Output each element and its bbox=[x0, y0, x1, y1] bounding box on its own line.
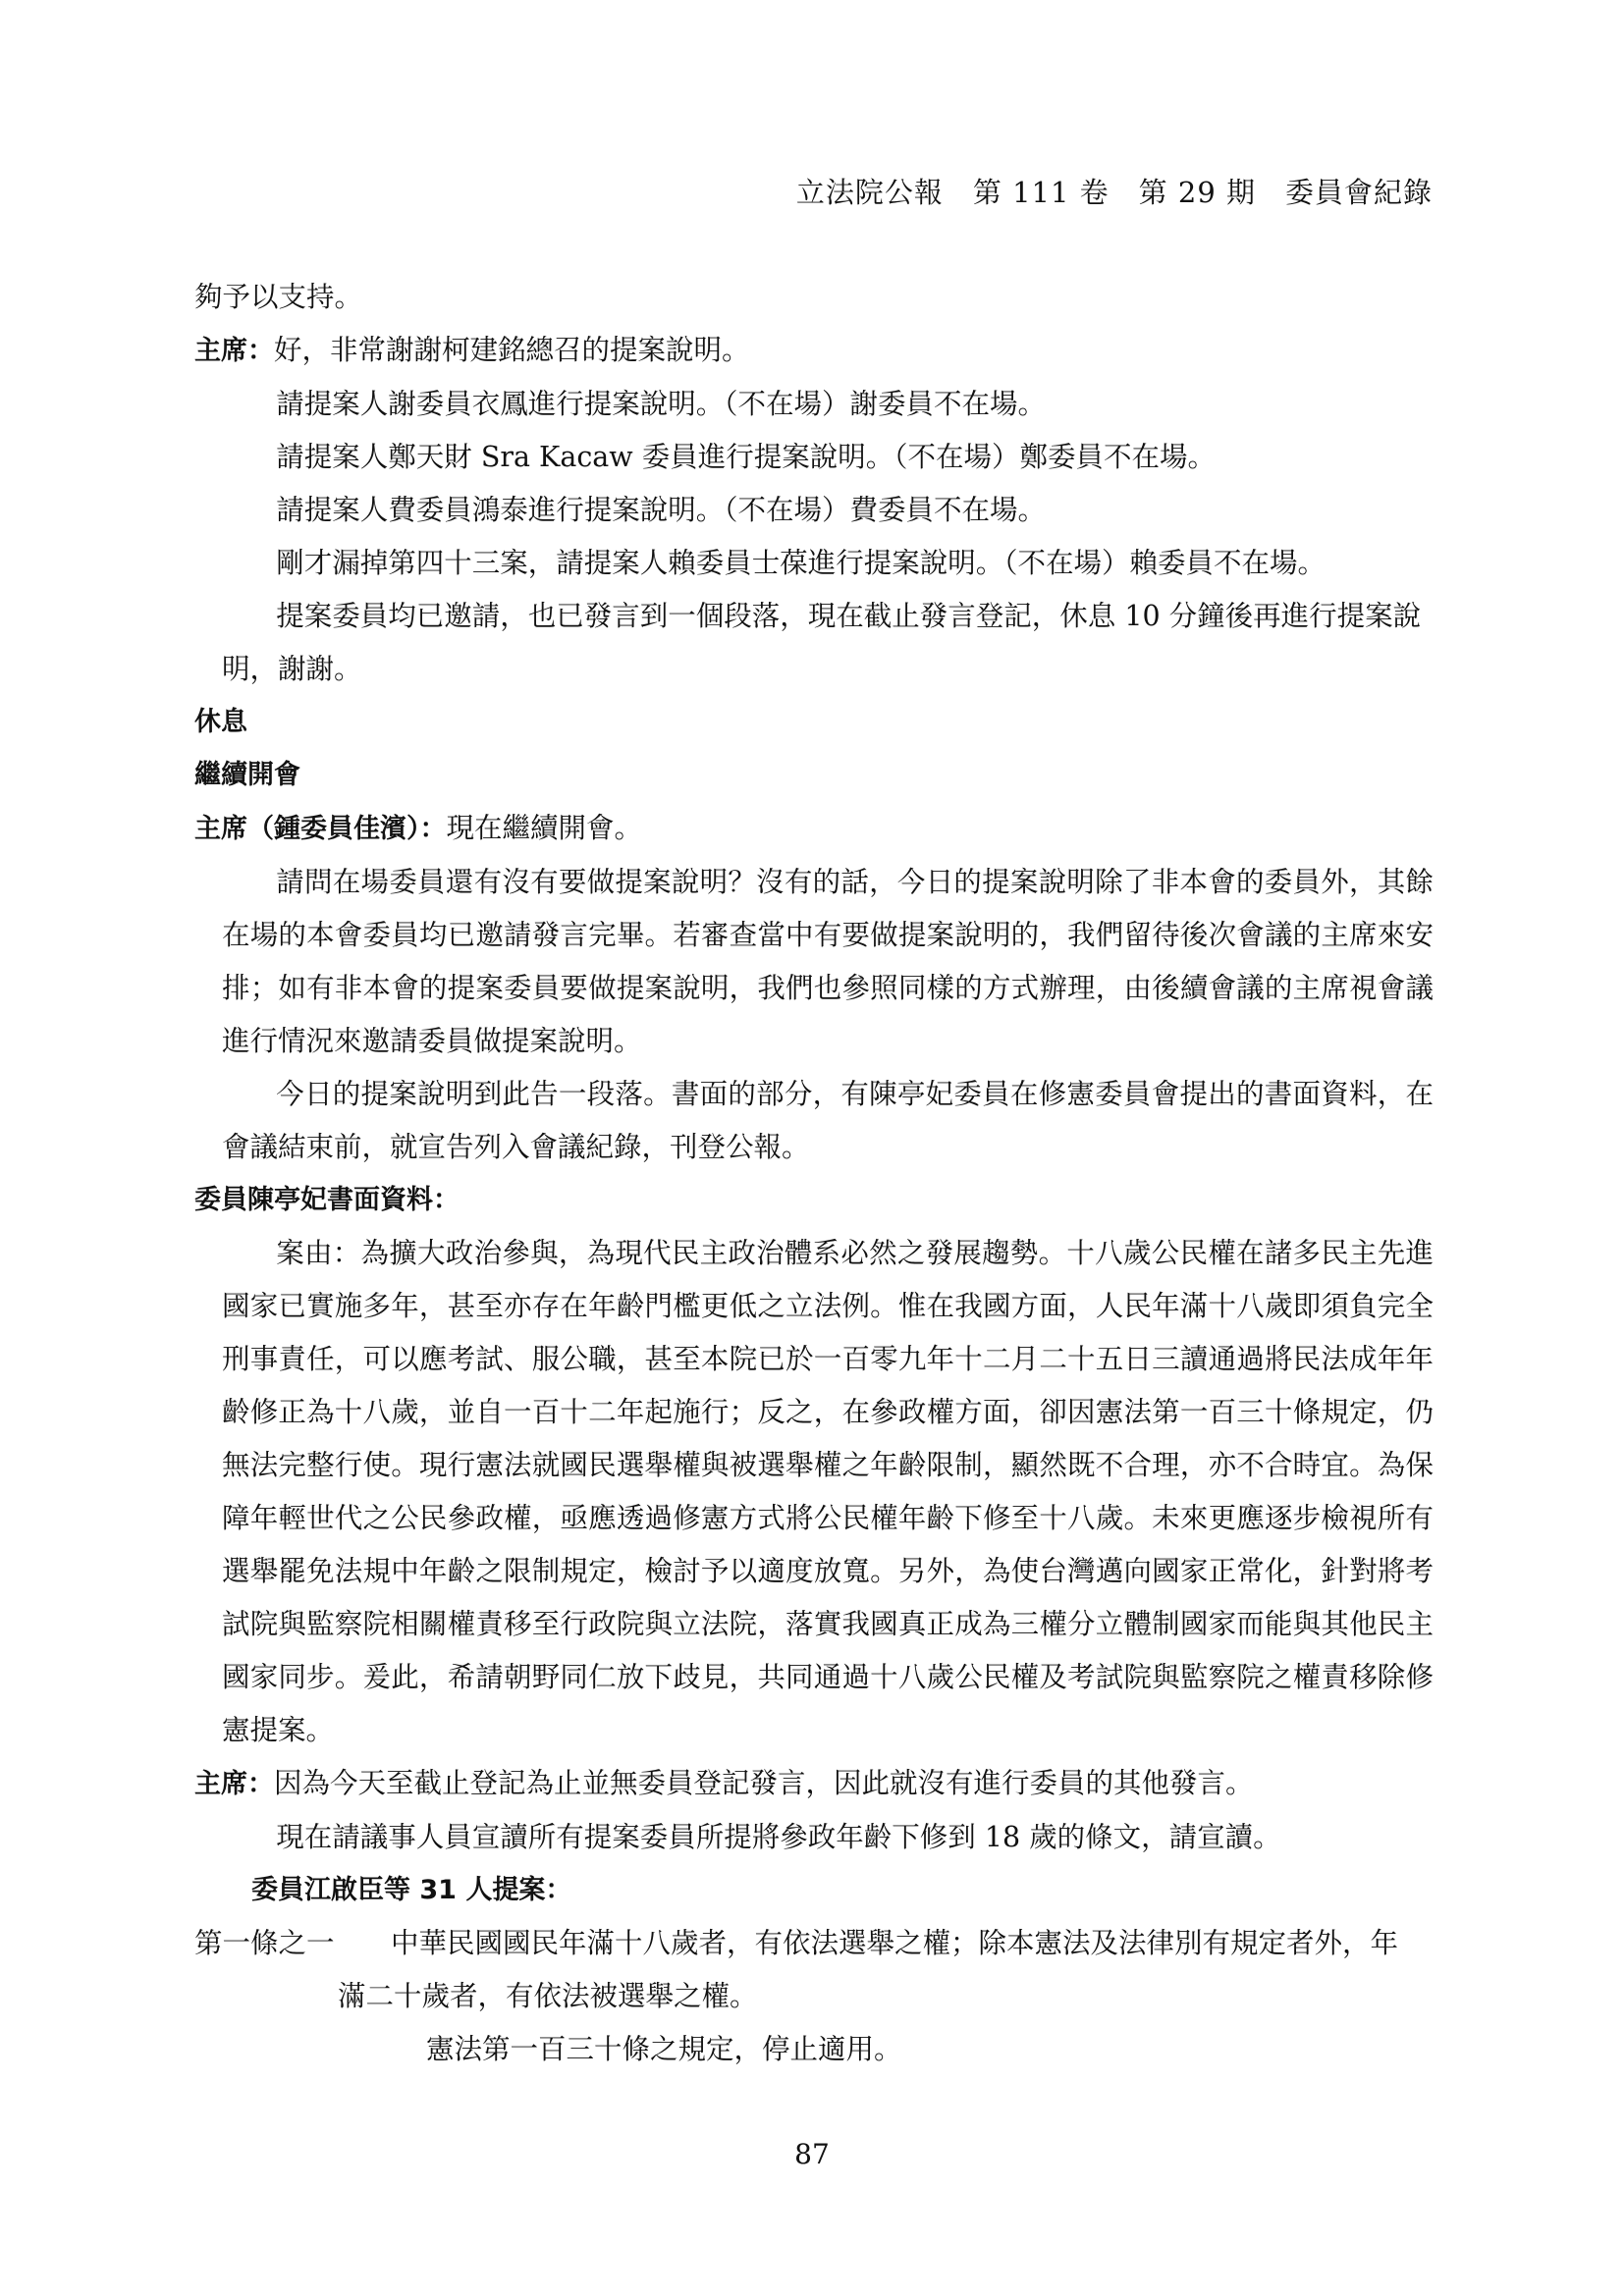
speaker-text: 因為今天至截止登記為止並無委員登記發言，因此就沒有進行委員的其他發言。 bbox=[274, 1767, 1254, 1799]
speaker-label: 主席（鍾委員佳濱）： bbox=[194, 814, 447, 844]
paragraph: 請提案人謝委員衣鳳進行提案說明。（不在場）謝委員不在場。 bbox=[276, 388, 1047, 420]
paragraph: 案由：為擴大政治參與，為現代民主政治體系必然之發展趨勢。十八歲公民權在諸多民主先進國家已實施多年，甚至亦存在年齡門檻更低之立法例。惟在我國方面，人民年滿十八歲即須負完全刑事責任，可以應考試、服公職，甚至本院已於一百零九年十二月二十五日三讀通過將民法成年年齡修正為十八歲，並自一百十二年起施行；反之，在參政權方面，卻因憲法第一百三十條規定，仍無法完整行使。現行憲法就國民選舉權與被選舉權之年齡限制，顯然既不合理，亦不合時宜。為保障年輕世代之公民參政權，亟應透過修憲方式將公民權年齡下修至十八歲。未來更應逐步檢視所有選舉罷免法規中年齡之限制規定，檢討予以適度放寬。另外，為使台灣邁向國家正常化，針對將考試院與監察院相關權責移至行政院與立法院，落實我國真正成為三權分立體制國家而能與其他民主國家同步。爰此，希請朝野同仁放下歧見，共同通過十八歲公民權及考試院與監察院之權責移除修憲提案。 bbox=[222, 1237, 1434, 1746]
article-label: 第一條之一 bbox=[194, 1927, 335, 1959]
paragraph-continued: 明，謝謝。 bbox=[222, 653, 362, 685]
speaker-label: 主席： bbox=[194, 1769, 274, 1799]
paragraph: 請問在場委員還有沒有要做提案說明？沒有的話，今日的提案說明除了非本會的委員外，其餘在場的本會委員均已邀請發言完畢。若審查當中有要做提案說明的，我們留待後次會議的主席來安排；如有非本會的提案委員要做提案說明，我們也參照同樣的方式辦理，由後續會議的主席視會議進行情況來邀請委員做提案說明。 bbox=[222, 866, 1434, 1057]
page-header: 立法院公報 第 111 卷 第 29 期 委員會紀錄 bbox=[795, 176, 1433, 209]
speaker-text: 現在繼續開會。 bbox=[446, 812, 643, 844]
paragraph: 今日的提案說明到此告一段落。書面的部分，有陳亭妃委員在修憲委員會提出的書面資料，在會議結束前，就宣告列入會議紀錄，刊登公報。 bbox=[222, 1078, 1434, 1163]
chair-statement bbox=[194, 1757, 1434, 1811]
chair-statement bbox=[194, 802, 1434, 856]
section-heading-resume: 繼續開會 bbox=[194, 760, 300, 790]
paragraph: 提案委員均已邀請，也已發言到一個段落，現在截止發言登記，休息 10 分鐘後再進行提案說 bbox=[276, 600, 1422, 632]
speaker-label: 主席： bbox=[194, 336, 274, 366]
article-text: 中華民國國民年滿十八歲者，有依法選舉之權；除本憲法及法律別有規定者外，年 bbox=[391, 1927, 1399, 1959]
section-heading-written: 委員陳亭妃書面資料： bbox=[194, 1185, 460, 1215]
article-text-extra: 憲法第一百三十條之規定，停止適用。 bbox=[426, 2033, 902, 2065]
page-number: 87 bbox=[794, 2138, 830, 2170]
article-row bbox=[194, 1917, 1434, 1970]
article-text-continued: 滿二十歲者，有依法被選舉之權。 bbox=[338, 1980, 758, 2012]
section-heading-recess: 休息 bbox=[194, 707, 247, 737]
paragraph-continued: 夠予以支持。 bbox=[194, 281, 363, 313]
document-body bbox=[194, 271, 1434, 2076]
paragraph: 請提案人鄭天財 Sra Kacaw 委員進行提案說明。（不在場）鄭委員不在場。 bbox=[276, 441, 1216, 473]
paragraph: 請提案人費委員鴻泰進行提案說明。（不在場）費委員不在場。 bbox=[276, 494, 1047, 526]
chair-statement bbox=[194, 324, 1434, 378]
paragraph: 剛才漏掉第四十三案，請提案人賴委員士葆進行提案說明。（不在場）賴委員不在場。 bbox=[276, 547, 1326, 579]
proposal-title: 委員江啟臣等 31 人提案： bbox=[251, 1875, 572, 1905]
paragraph: 現在請議事人員宣讀所有提案委員所提將參政年齡下修到 18 歲的條文，請宣讀。 bbox=[276, 1821, 1281, 1853]
speaker-text: 好，非常謝謝柯建銘總召的提案說明。 bbox=[274, 334, 750, 366]
